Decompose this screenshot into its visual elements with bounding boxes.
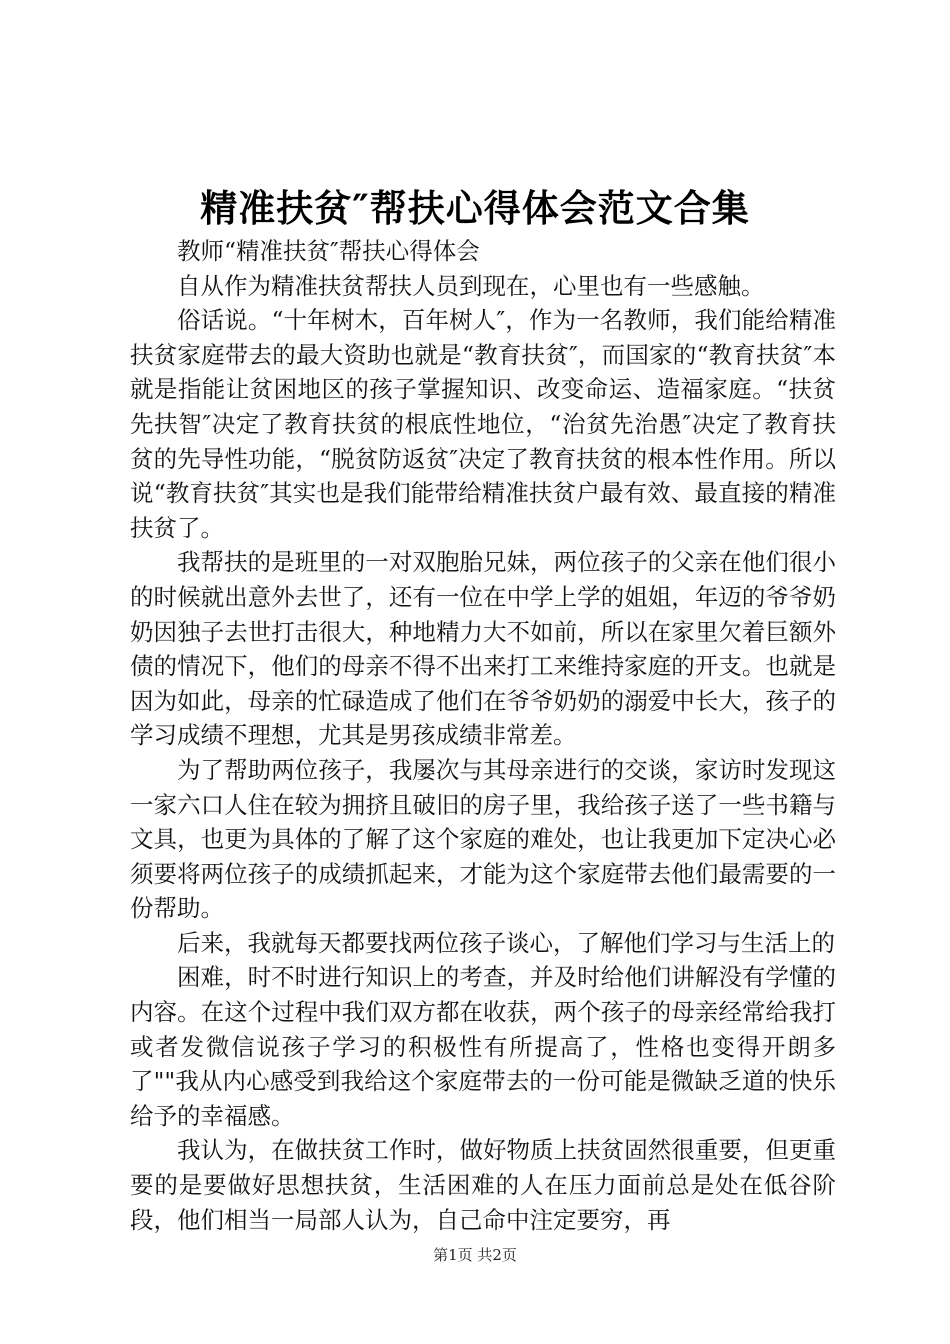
body-paragraph: 自从作为精准扶贫帮扶人员到现在，心里也有一些感触。 <box>177 271 765 300</box>
document-title: 精准扶贫″帮扶心得体会范文合集 <box>200 187 750 230</box>
body-paragraph: 我帮扶的是班里的一对双胞胎兄妹，两位孩子的父亲在他们很小的时候就出意外去世了，还有一位在中学上学的姐姐，年迈的爷爷奶奶因独子去世打击很大，种地精力大不如前，所以在家里欠着巨额外债的情况下，他们的母亲不得不出来打工来维持家庭的开支。也就是因为如此，母亲的忙碌造成了他们在爷爷奶奶的溺爱中长大，孩子的学习成绩不理想，尤其是男孩成绩非常差。 <box>130 548 836 750</box>
body-paragraph: 俗话说。“十年树木，百年树人″，作为一名教师，我们能给精准扶贫家庭带去的最大资助也就是“教育扶贫″，而国家的“教育扶贫″本就是指能让贫困地区的孩子掌握知识、改变命运、造福家庭。“扶贫先扶智″决定了教育扶贫的根底性地位，“治贫先治愚″决定了教育扶贫的先导性功能，“脱贫防返贫″决定了教育扶贫的根本性作用。所以说“教育扶贫″其实也是我们能带给精准扶贫户最有效、最直接的精准扶贫了。 <box>130 306 836 542</box>
body-paragraph: 为了帮助两位孩子，我屡次与其母亲进行的交谈，家访时发现这一家六口人住在较为拥挤且破旧的房子里，我给孩子送了一些书籍与文具，也更为具体的了解了这个家庭的难处，也让我更加下定决心必须要将两位孩子的成绩抓起来，才能为这个家庭带去他们最需要的一份帮助。 <box>130 755 836 923</box>
page-number-footer: 第1页 共2页 <box>433 1246 517 1264</box>
body-paragraph: 我认为，在做扶贫工作时，做好物质上扶贫固然很重要，但更重要的是要做好思想扶贫，生活困难的人在压力面前总是处在低谷阶段，他们相当一局部人认为，自己命中注定要穷，再 <box>130 1136 836 1234</box>
subtitle-paragraph: 教师“精准扶贫″帮扶心得体会 <box>177 237 480 265</box>
body-paragraph: 后来，我就每天都要找两位孩子谈心，了解他们学习与生活上的 <box>177 928 835 957</box>
document-body <box>130 234 883 1237</box>
body-paragraph: 困难，时不时进行知识上的考查，并及时给他们讲解没有学懂的内容。在这个过程中我们双方都在收获，两个孩子的母亲经常给我打 或者发微信说孩子学习的积极性有所提高了，性格也变得开朗多了""我从内心感受到我给这个家庭带去的一份可能是微缺乏道的快乐给予的幸福感。 <box>130 963 883 1130</box>
